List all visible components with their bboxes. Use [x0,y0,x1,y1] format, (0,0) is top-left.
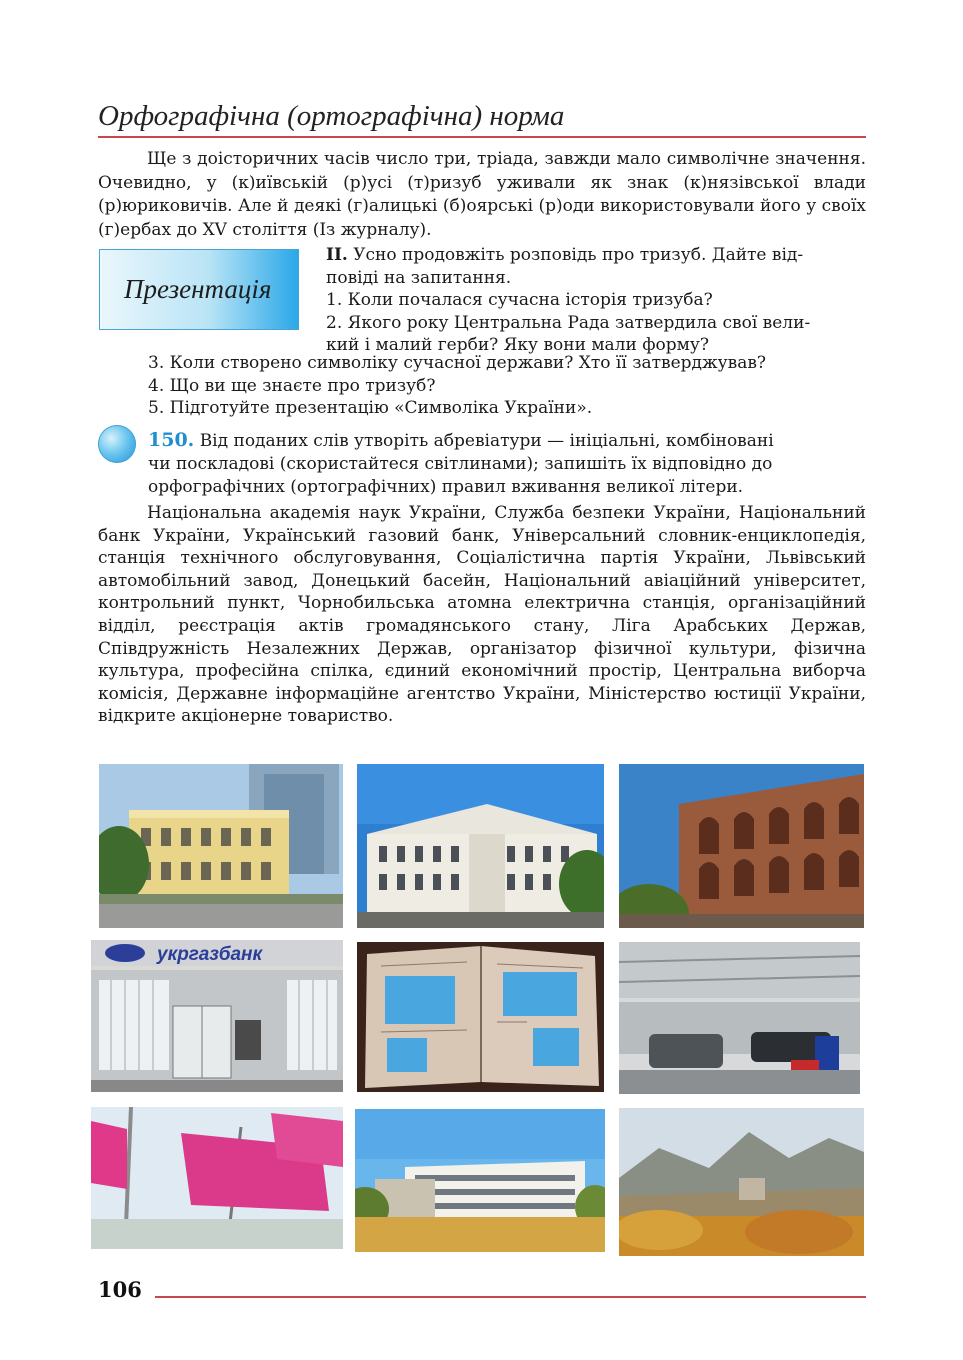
word-list-paragraph: Національна академія наук України, Служба безпеки України, Національний банк України, Український газовий банк, Універсальний словник-енциклопедія, станція технічного обслуговування, Соціалістична партія України, Львівський автомобільний завод, Донецький басейн, Національний авіаційний університет, контрольний пункт, Чорнобильська атомна електрична станція, організаційний відділ, реєстрація актів громадянського стану, Ліга Арабських Держав, Співдружність Незалежних Держав, організатор фізичної культури, фізична культура, професійна спілка, єдиний економічний простір, Центральна виборча комісія, Державне інформаційне агентство України, Міністерство юстиції України, відкрите акціонерне товариство. [98,503,866,727]
footer-divider [155,1296,866,1298]
page-number: 106 [98,1277,142,1302]
questions-block-continued [148,352,868,420]
page-title: Орфографічна (ортографічна) норма [98,100,565,132]
presentation-label: Презентація [124,274,272,304]
intro-paragraph: Ще з доісторичних часів число три, тріада, завжди мало символічне значення. Очевидно, у (к)иївській (р)усі (т)ризуб уживали як знак (к)нязівської влади (р)юриковичів. Але й деякі (г)алицькі (б)оярські (р)оди використовували його у своїх (г)ербах до XV століття (Із журналу). [98,149,866,240]
exercise-number: 150. [148,429,195,451]
question-line: кий і малий герби? Яку вони мали форму? [326,335,709,355]
photo-donbas-landscape [619,1108,864,1256]
photo-service-station [619,942,860,1094]
photo-encyclopedia-book [357,942,604,1092]
question-line: 5. Підготуйте презентацію «Символіка України». [148,398,593,418]
question-line: повіді на запитання. [326,267,512,288]
question-line: 1. Коли почалася сучасна історія тризуба? [326,290,713,310]
section-number: II. [326,245,348,265]
photo-party-flags [91,1107,343,1249]
presentation-badge [99,249,299,330]
photo-automobile-plant [355,1109,605,1252]
question-line: 3. Коли створено символіку сучасної держави? Хто її затверджував? [148,353,767,373]
photo-academy-building [99,764,343,928]
photo-ukrgasbank-branch [91,940,343,1092]
title-divider [98,136,866,138]
question-line: 2. Якого року Центральна Рада затвердила свої вели- [326,312,811,333]
questions-block [326,244,866,357]
exercise-task: 150. Від поданих слів утворіть абревіатури — ініціальні, комбіновані чи поскладові (скористайтеся світлинами); запишіть їх відповідно до орфографічних (ортографічних) правил вживання великої літери. [148,429,774,497]
exercise-marker-icon [98,425,136,463]
photo-national-bank-building [619,764,864,928]
question-line: 4. Що ви ще знаєте про тризуб? [148,375,436,396]
question-line: II. Усно продовжіть розповідь про тризуб. Дайте від- [326,245,804,265]
bank-sign-text: укргазбанк [157,944,263,965]
photo-security-service-building [357,764,604,928]
